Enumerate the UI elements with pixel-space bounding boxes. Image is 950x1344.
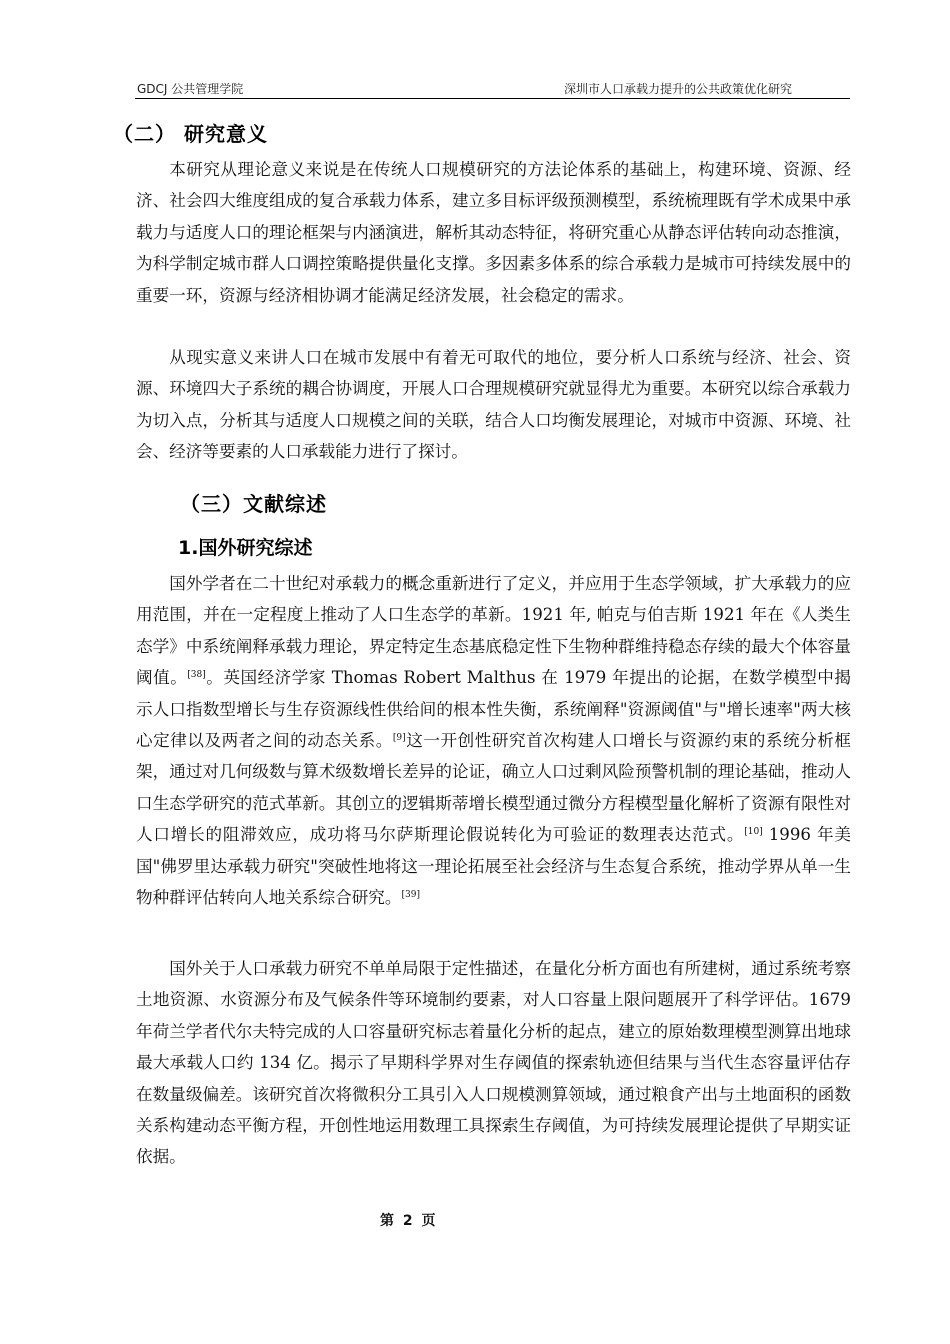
text-segment: 1996 年美国"佛罗里达承载力研究"突破性地将这一理论拓展至社会经济与生态复合系统，推动学界从单一生物种群评估转向人地关系综合研究。 xyxy=(136,825,852,908)
heading-research-significance: （二） 研究意义 xyxy=(113,122,268,146)
paragraph-practical-significance: 从现实意义来讲人口在城市发展中有着无可取代的地位，要分析人口系统与经济、社会、资源、环境四大子系统的耦合协调度，开展人口合理规模研究就显得尤为重要。本研究以综合承载力为切入点，分析其与适度人口规模之间的关联，结合人口均衡发展理论，对城市中资源、环境、社会、经济等要素的人口承载能力进行了探讨。 xyxy=(136,348,851,462)
citation-ref: [39] xyxy=(401,890,420,901)
heading-literature-review: （三）文献综述 xyxy=(180,492,327,516)
citation-ref: [38] xyxy=(187,670,206,681)
page-header xyxy=(135,78,850,99)
paragraph-quantitative-research: 国外关于人口承载力研究不单单局限于定性描述，在量化分析方面也有所建树，通过系统考察土地资源、水资源分布及气候条件等环境制约要素，对人口容量上限问题展开了科学评估。1679 年荷兰学者代尔夫特完成的人口容量研究标志着量化分析的起点，建立的原始数理模型测算出地球最大承载人口约 134 亿。揭示了早期科学界对生存阈值的探索轨迹但结果与当代生态容量评估存在数量级偏差。该研究首次将微积分工具引入人口规模测算领域，通过粮食产出与土地面积的函数关系构建动态平衡方程，开创性地运用数理工具探索生存阈值，为可持续发展理论提供了早期实证依据。 xyxy=(136,959,851,1167)
header-title: 深圳市人口承载力提升的公共政策优化研究 xyxy=(563,82,792,96)
paragraph-foreign-research-history xyxy=(136,568,851,913)
text-segment: 国外学者在二十世纪对承载力的概念重新进行了定义，并应用于生态学领域，扩大承载力的应用范围，并在一定程度上推动了人口生态学的革新。1921 年, 帕克与伯吉斯 1921 年在《人类生态学》中系统阐释承载力理论，界定特定生态基底稳定性下生物种群维持稳态存续的最大个体容量阈值。 xyxy=(136,574,851,688)
paragraph-theoretical-significance: 本研究从理论意义来说是在传统人口规模研究的方法论体系的基础上，构建环境、资源、经济、社会四大维度组成的复合承载力体系，建立多目标评级预测模型，系统梳理既有学术成果中承载力与适度人口的理论框架与内涵演进，解析其动态特征，将研究重心从静态评估转向动态推演，为科学制定城市群人口调控策略提供量化支撑。多因素多体系的综合承载力是城市可持续发展中的重要一环，资源与经济相协调才能满足经济发展，社会稳定的需求。 xyxy=(136,160,851,305)
citation-ref: [9] xyxy=(392,733,406,744)
header-institution: GDCJ 公共管理学院 xyxy=(137,82,244,96)
citation-ref: [10] xyxy=(744,827,763,838)
page-number: 第 2 页 xyxy=(380,1213,436,1229)
text-segment: 这一开创性研究首次构建人口增长与资源约束的系统分析框架，通过对几何级数与算术级数增长差异的论证，确立人口过剩风险预警机制的理论基础，推动人口生态学研究的范式革新。其创立的逻辑斯蒂增长模型通过微分方程模型量化解析了资源有限性对人口增长的阻滞效应，成功将马尔萨斯理论假说转化为可验证的数理表达范式。 xyxy=(136,731,851,845)
heading-foreign-research: 1.国外研究综述 xyxy=(178,537,313,559)
text-segment: 。英国经济学家 Thomas Robert Malthus 在 1979 年提出的论据，在数学模型中揭示人口指数型增长与生存资源线性供给间的根本性失衡，系统阐释"资源阈值"与"增长速率"两大核心定律以及两者之间的动态关系。 xyxy=(136,668,851,751)
